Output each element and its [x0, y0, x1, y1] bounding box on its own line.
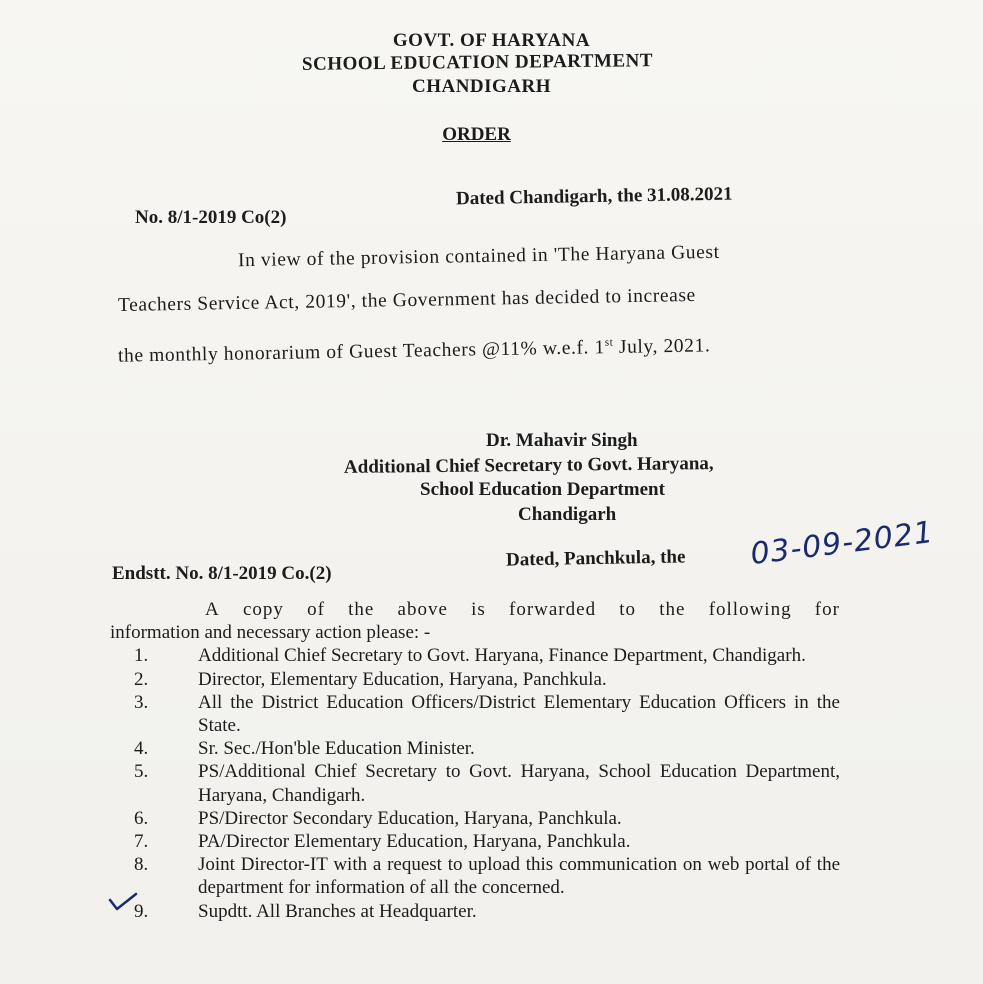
header-department: SCHOOL EDUCATION DEPARTMENT: [301, 50, 654, 75]
list-item: 5. PS/Additional Chief Secretary to Govt. Haryana, School Education Department, Haryana, Chandigarh.: [134, 761, 840, 806]
intro-line-1: A copy of the above is forwarded to the following for: [205, 599, 840, 620]
signatory-department: School Education Department: [420, 479, 665, 500]
order-date: Dated Chandigarh, the 31.08.2021: [455, 183, 733, 210]
order-title: ORDER: [442, 124, 511, 145]
order-number: No. 8/1-2019 Co(2): [135, 207, 287, 228]
endorsement-dated: Dated, Panchkula, the: [505, 546, 686, 571]
body-line-3: the monthly honorarium of Guest Teachers @11% w.e.f. 1st July, 2021.: [117, 335, 711, 367]
header-govt: GOVT. OF HARYANA: [392, 30, 591, 51]
signatory-designation: Additional Chief Secretary to Govt. Haryana,: [343, 453, 714, 478]
body-line-2: Teachers Service Act, 2019', the Government has decided to increase: [117, 284, 696, 317]
handwritten-tick-mark-icon: [108, 892, 138, 912]
signatory-place: Chandigarh: [518, 504, 617, 525]
intro-line-2: information and necessary action please: -: [110, 622, 431, 644]
list-item: 3. All the District Education Officers/District Elementary Education Officers in the State.: [134, 691, 840, 737]
signatory-name: Dr. Mahavir Singh: [486, 430, 638, 451]
header-city: CHANDIGARH: [411, 76, 552, 97]
endorsement-number: Endstt. No. 8/1-2019 Co.(2): [112, 563, 332, 584]
list-item: 2. Director, Elementary Education, Haryana, Panchkula.: [134, 668, 607, 690]
list-item: 9. Supdtt. All Branches at Headquarter.: [134, 900, 477, 922]
handwritten-date: 03-09-2021: [748, 514, 936, 573]
list-item: 7. PA/Director Elementary Education, Haryana, Panchkula.: [134, 831, 631, 853]
list-item: 4. Sr. Sec./Hon'ble Education Minister.: [134, 738, 475, 760]
list-item: 8. Joint Director-IT with a request to upload this communication on web portal of the department for information of all the concerned.: [134, 854, 840, 899]
distribution-list: [110, 598, 840, 923]
list-item: 1. Additional Chief Secretary to Govt. Haryana, Finance Department, Chandigarh.: [134, 645, 806, 667]
list-item: 6. PS/Director Secondary Education, Haryana, Panchkula.: [134, 807, 622, 829]
body-line-1: In view of the provision contained in 'The Haryana Guest: [237, 241, 720, 272]
